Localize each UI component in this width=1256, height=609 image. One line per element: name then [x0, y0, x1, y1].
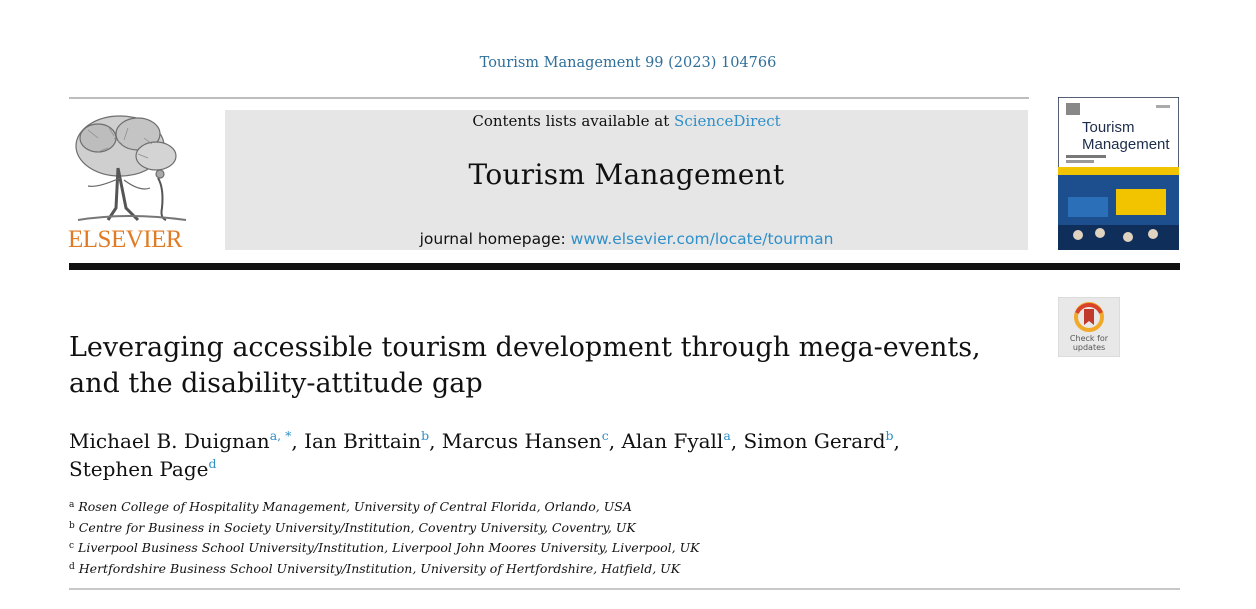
- author-affiliation-link[interactable]: a, *: [269, 428, 292, 443]
- author-affiliation-link[interactable]: b: [885, 428, 894, 443]
- header-divider-thick: [69, 263, 1180, 270]
- author-separator: ,: [291, 429, 305, 453]
- author-name: Michael B. Duignan: [69, 429, 270, 453]
- affiliation-mark: a: [69, 500, 75, 510]
- author-separator: ,: [429, 429, 442, 453]
- affiliation-item: [69, 517, 969, 538]
- affiliation-item: [69, 558, 969, 579]
- author-name: Stephen Page: [69, 457, 209, 481]
- author-name: Alan Fyall: [621, 429, 724, 453]
- journal-homepage-line: [225, 230, 1028, 248]
- affiliation-item: [69, 496, 969, 517]
- author-separator: ,: [730, 429, 744, 453]
- author-affiliation-link[interactable]: b: [421, 428, 430, 443]
- author-affiliation-link[interactable]: d: [208, 456, 217, 471]
- check-for-updates-button[interactable]: [1058, 297, 1120, 357]
- affiliation-text: Centre for Business in Society University/Institution, Coventry University, Coventry, UK: [78, 519, 636, 535]
- affiliation-item: [69, 537, 969, 558]
- author-separator: ,: [608, 429, 622, 453]
- journal-name: Tourism Management: [468, 158, 785, 191]
- affiliation-mark: b: [69, 520, 75, 531]
- affiliation-text: Hertfordshire Business School University/Institution, University of Hertfordshire, Hatfield, UK: [78, 560, 681, 576]
- cover-title-line-1: Tourism: [1082, 119, 1135, 136]
- journal-cover-image[interactable]: [1058, 97, 1179, 250]
- cover-title-line-2: Management: [1082, 136, 1170, 153]
- journal-homepage-link[interactable]: www.elsevier.com/locate/tourman: [570, 230, 834, 248]
- author-list: [69, 427, 1029, 483]
- contents-availability-line: [225, 112, 1028, 130]
- sciencedirect-link[interactable]: ScienceDirect: [674, 112, 781, 130]
- contents-prefix: Contents lists available at: [472, 112, 675, 130]
- affiliation-text: Rosen College of Hospitality Management, University of Central Florida, Orlando, USA: [78, 499, 632, 514]
- author-affiliation-link[interactable]: a: [723, 428, 731, 443]
- publisher-wordmark: ELSEVIER: [68, 226, 183, 253]
- article-title: Leveraging accessible tourism development through mega-events, and the disability-attitude gap: [69, 332, 981, 399]
- author-name: Simon Gerard: [743, 429, 886, 453]
- homepage-prefix: journal homepage:: [419, 230, 571, 248]
- affiliation-mark: d: [69, 561, 75, 572]
- author-name: Marcus Hansen: [441, 429, 602, 453]
- author-name: Ian Brittain: [304, 429, 422, 453]
- affiliation-mark: c: [69, 541, 75, 552]
- journal-citation[interactable]: Tourism Management 99 (2023) 104766: [479, 55, 777, 71]
- author-affiliation-link[interactable]: c: [601, 428, 609, 443]
- header-divider-thin: [69, 97, 1029, 99]
- author-separator: ,: [893, 429, 900, 453]
- affiliation-list: [69, 496, 969, 578]
- crossmark-label-line-2: updates: [1072, 343, 1106, 352]
- section-divider: [69, 588, 1180, 590]
- crossmark-label-line-1: Check for: [1069, 334, 1109, 343]
- affiliation-text: Liverpool Business School University/Institution, Liverpool John Moores University, Liverpool, UK: [78, 540, 700, 556]
